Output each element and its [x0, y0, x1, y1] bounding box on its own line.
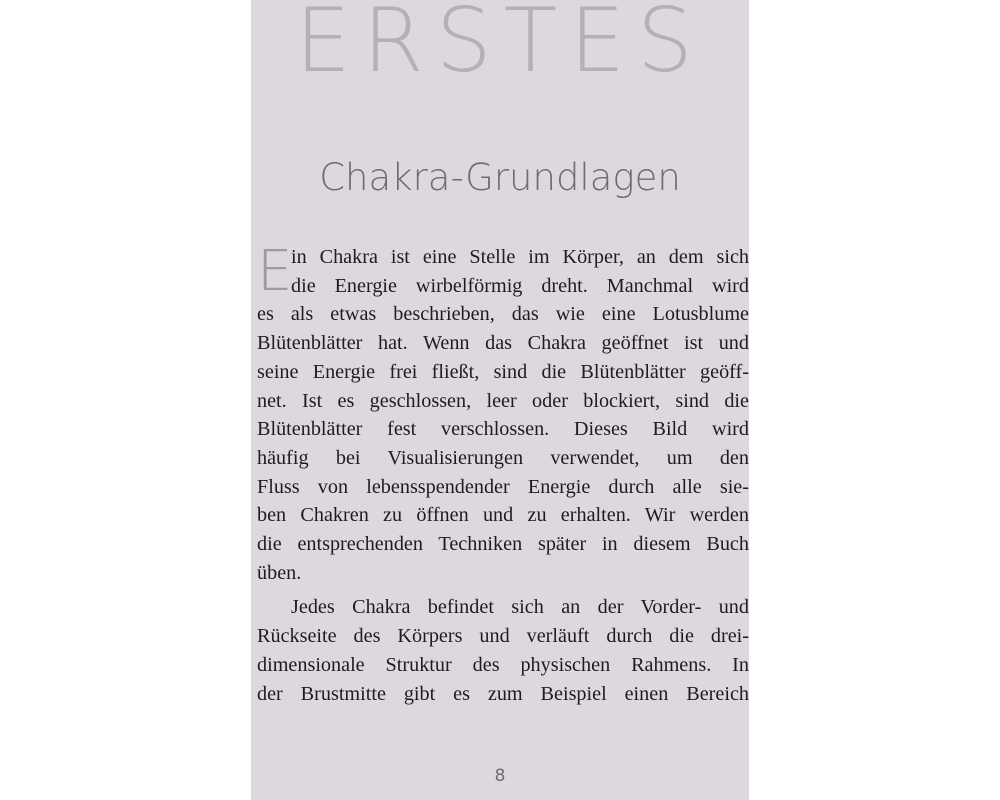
text-line: in Chakra ist eine Stelle im Körper, an dem sich [291, 246, 749, 268]
text-line: üben. [257, 561, 302, 584]
text-line: häufig bei Visualisierungen verwendet, um den [257, 446, 749, 469]
text-line: Rückseite des Körpers und verläuft durch die drei- [257, 625, 749, 648]
text-line: seine Energie frei fließt, sind die Blütenblätter geöff- [257, 360, 749, 383]
body-text [257, 239, 749, 708]
text-line: es als etwas beschrieben, das wie eine Lotusblume [257, 303, 749, 326]
text-line: die entsprechenden Techniken später in diesem Buch [257, 533, 749, 556]
chapter-title: Chakra-Grundlagen [319, 156, 681, 199]
text-line: die Energie wirbelförmig dreht. Manchmal wird [291, 274, 749, 297]
text-line: Blütenblätter fest verschlossen. Dieses Bild wird [257, 418, 749, 441]
text-line: Blütenblätter hat. Wenn das Chakra geöffnet ist und [257, 332, 749, 355]
drop-cap: E [257, 239, 293, 304]
book-page [251, 0, 749, 800]
text-line: der Brustmitte gibt es zum Beispiel einen Bereich [257, 682, 749, 705]
page-number: 8 [494, 766, 506, 786]
text-line: Fluss von lebensspendender Energie durch alle sie- [257, 475, 749, 498]
text-line: dimensionale Struktur des physischen Rahmens. In [257, 653, 749, 676]
chapter-word: ERSTES [295, 0, 705, 92]
text-line: net. Ist es geschlossen, leer oder blockiert, sind die [257, 389, 749, 412]
paragraph-1 [257, 239, 749, 587]
text-line: ben Chakren zu öffnen und zu erhalten. Wir werden [257, 504, 749, 527]
text-line: Jedes Chakra befindet sich an der Vorder- und [291, 596, 749, 619]
paragraph-2 [257, 593, 749, 708]
